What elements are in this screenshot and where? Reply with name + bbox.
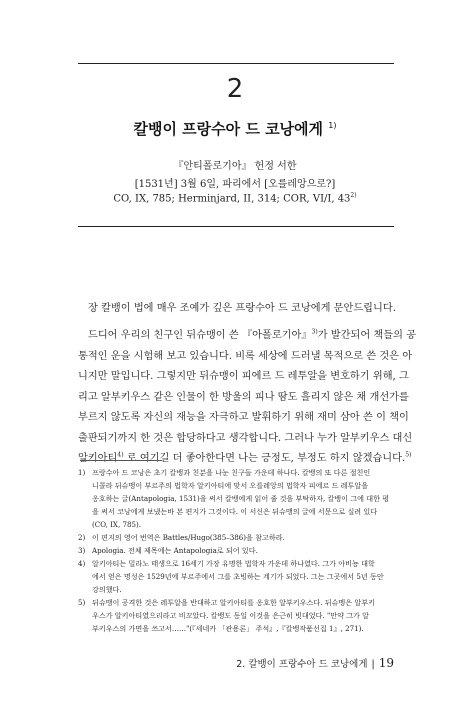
footnote-line: 니콜라 뒤슈맹이 부르주의 법학자 알키아티에 맞서 오를레앙의 법학자 피에르 드 레투알을 bbox=[92, 481, 369, 490]
footnote-number: 4) bbox=[78, 559, 86, 568]
body-line-text: 가 발간되어 책들의 공 bbox=[317, 330, 417, 341]
source-references-text: CO, IX, 785; Herminjard, II, 314; COR, VI/I, 43 bbox=[113, 193, 351, 205]
footnote-line: 을 써서 코낭에게 보냈는바 본 편지가 그것이다. 이 서신은 뒤슈맹의 글에 서문으로 실려 있다 bbox=[92, 507, 378, 516]
dedication-line: 『안티폴로기아』 헌정 서한 bbox=[173, 161, 297, 172]
chapter-number: 2 bbox=[226, 74, 244, 104]
footnote bbox=[78, 596, 396, 635]
salutation-line: 장 칼뱅이 법에 매우 조예가 깊은 프랑수아 드 코낭에게 문안드립니다. bbox=[88, 303, 396, 314]
body-line-text: 드디어 우리의 친구인 뒤슈맹이 쓴 『아폴로기아』 bbox=[88, 330, 312, 341]
footnote-number: 1) bbox=[78, 468, 86, 477]
footnote-ref: 3) bbox=[311, 328, 318, 336]
footnote-text bbox=[92, 466, 396, 531]
running-title: 2. 칼뱅이 프랑수아 드 코낭에게 bbox=[236, 659, 368, 670]
body-line bbox=[78, 326, 417, 347]
footnote-line: 우스가 알키아티였으리라고 비꼬았다. 칼뱅도 동일 이것을 은근히 빗대었다. "만약 그가 알 bbox=[92, 611, 370, 620]
footnote bbox=[78, 557, 396, 596]
chapter-title-text: 칼뱅이 프랑수아 드 코낭에게 bbox=[133, 120, 324, 138]
chapter-title-footnote-ref: 1) bbox=[328, 121, 337, 130]
footnote-number: 3) bbox=[78, 546, 86, 555]
date-place-line: [1531년] 3월 6일, 파리에서 [오를레앙으로?] bbox=[134, 179, 336, 190]
footnote-line: (CO, IX, 785). bbox=[92, 520, 142, 529]
footnote-text bbox=[92, 557, 396, 596]
footnote-text bbox=[92, 544, 396, 557]
body-line: 니지만 말입니다. 그렇지만 뒤슈맹이 피에르 드 레투알을 변호하기 위해, 그 bbox=[78, 371, 409, 382]
footnote-line: 뒤슈맹이 공격한 것은 레투알을 반대하고 알키아티를 옹호한 알부키우스다. 뒤슈맹은 알부키 bbox=[92, 598, 375, 607]
footnote-ref: 5) bbox=[405, 451, 412, 459]
body-line: 출판되기까지 한 것은 합당하다고 생각합니다. 그러나 누가 알부키우스 대신 bbox=[78, 432, 413, 444]
footnote-number: 5) bbox=[78, 598, 86, 607]
chapter-title bbox=[0, 118, 470, 139]
footnote-separator bbox=[80, 460, 162, 461]
body-line: 통적인 운을 시험해 보고 있습니다. 비록 세상에 드러낼 목적으로 쓴 것은 아 bbox=[78, 350, 413, 362]
body-paragraph bbox=[78, 326, 417, 470]
source-references-line bbox=[0, 192, 470, 204]
salutation-paragraph bbox=[78, 299, 394, 320]
footnote-line: 에서 얻은 명성은 1529년에 부르주에서 그를 초빙하는 계기가 되었다. 그는 그곳에서 5년 동안 bbox=[92, 572, 384, 581]
footnote-line: 부키우스의 가면을 쓰고서……"(『세네카 「관용론」 주석』,『칼뱅작품선집 1』, 271). bbox=[92, 624, 364, 633]
footnote-text bbox=[92, 531, 396, 544]
footnote-line: Apologia. 전체 제목에는 Antapologia로 되어 있다. bbox=[92, 546, 258, 555]
footnote-line: 옹호하는 글(Antapologia, 1531)을 써서 칼뱅에게 읽어 줄 것을 부탁하자, 칼뱅이 그에 대한 평 bbox=[92, 494, 390, 503]
footer-separator: | bbox=[371, 659, 375, 670]
header-bottom-rule bbox=[78, 226, 394, 227]
footnote-ref: 4) bbox=[117, 451, 124, 459]
footnote bbox=[78, 466, 396, 531]
footnote-line: 알키아티는 밀라노 태생으로 16세기 가장 유명한 법학자 가운데 하나였다. 그가 아비뇽 대학 bbox=[92, 559, 375, 568]
page-number: 19 bbox=[378, 656, 394, 670]
top-rule bbox=[78, 63, 394, 64]
page-footer bbox=[236, 656, 394, 670]
footnote-line: 이 편지의 영어 번역은 Battles/Hugo(385–386)을 참고하라. bbox=[92, 533, 285, 542]
footnote bbox=[78, 544, 396, 557]
footnote-line: 강의했다. bbox=[92, 585, 122, 594]
body-line-text: 로 여기길 더 좋아한다면 나는 긍정도, 부정도 하지 않겠습니다. bbox=[126, 453, 406, 464]
body-line: 리고 알부키우스 같은 인물이 한 방울의 피나 땀도 흘리지 않은 채 개선가를 bbox=[78, 391, 409, 403]
footnote-text bbox=[92, 596, 396, 635]
body-line-text: 알키아티 bbox=[78, 453, 118, 464]
footnote-line: 프랑수아 드 코낭은 초기 칼뱅과 친분을 나눈 친구들 가운데 하나다. 칼뱅의 또 다른 절친인 bbox=[92, 468, 371, 477]
footnote bbox=[78, 531, 396, 544]
body-line: 부르지 않도록 자신의 재능을 자극하고 발휘하기 위해 재미 삼아 쓴 이 책이 bbox=[78, 412, 409, 423]
source-footnote-ref: 2) bbox=[350, 192, 357, 199]
footnotes bbox=[78, 466, 396, 635]
footnote-number: 2) bbox=[78, 533, 86, 542]
